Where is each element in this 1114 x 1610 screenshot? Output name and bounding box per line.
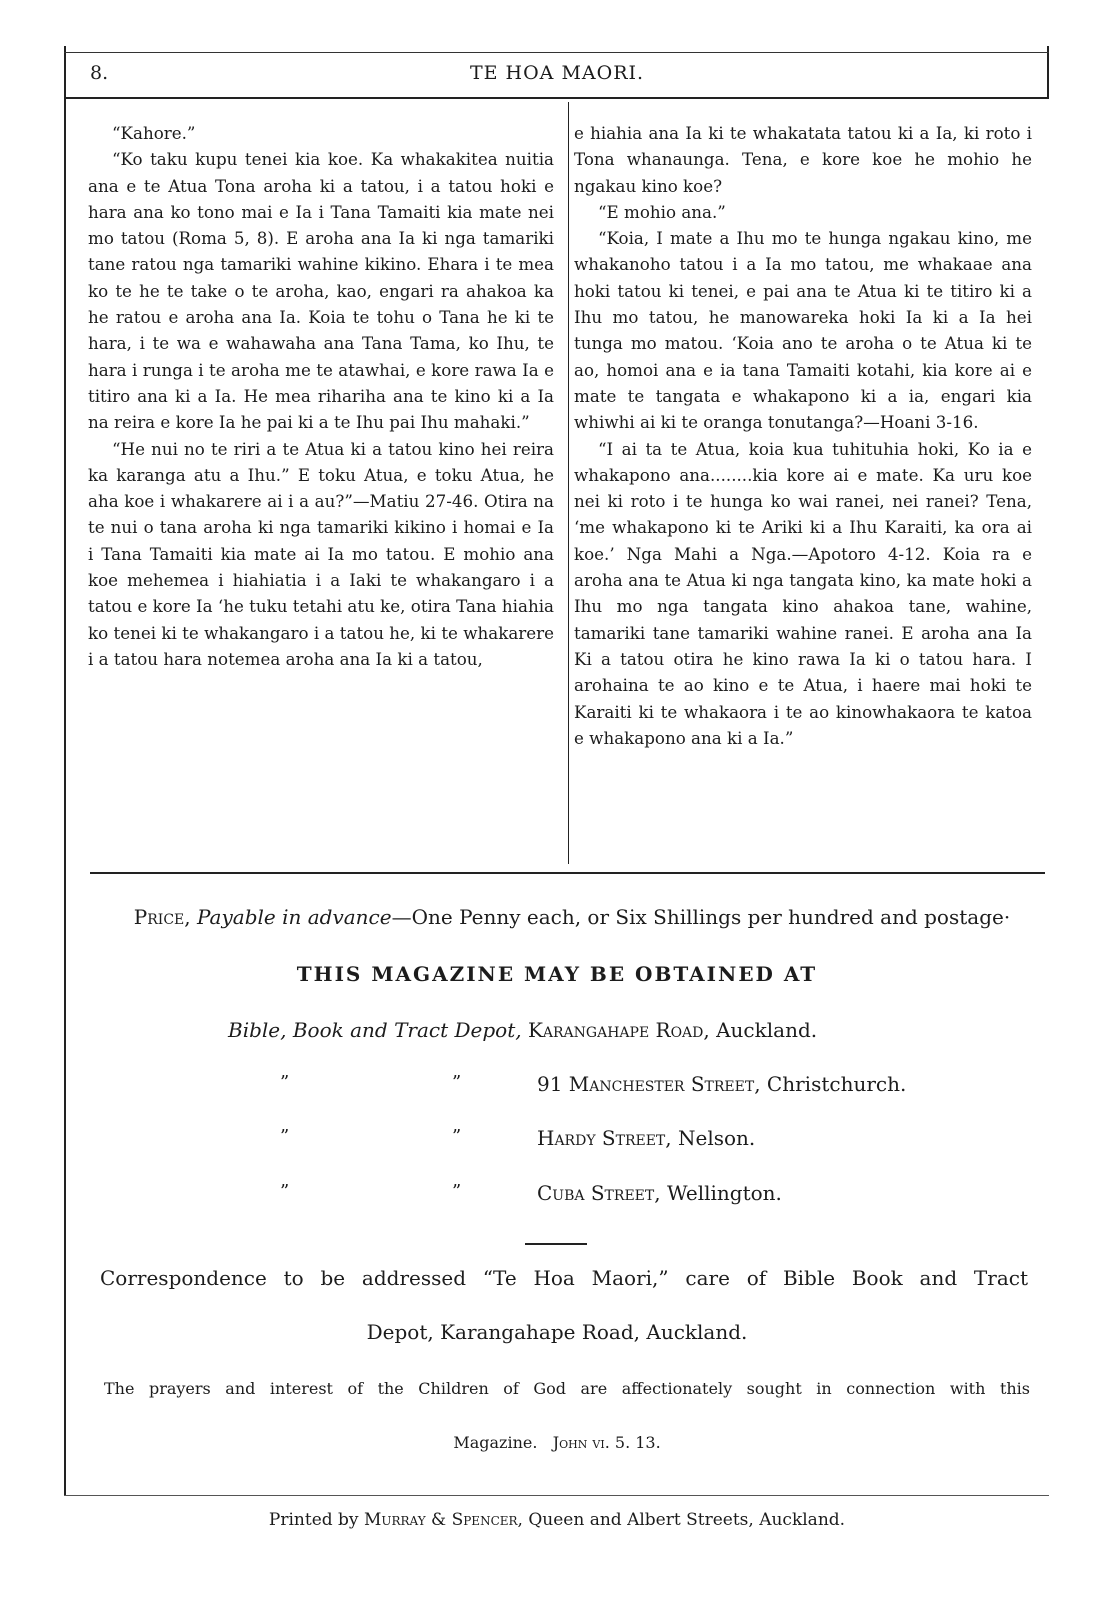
ditto-mark: ” [280, 1072, 290, 1093]
prayer-line-1: The prayers and interest of the Children of God are affectionately sought in connection with this [104, 1379, 1030, 1398]
right-column [574, 120, 1032, 751]
depot-street: Hardy Street, [537, 1126, 672, 1150]
depot-street: Cuba Street, [537, 1181, 661, 1205]
depot-line-auckland [228, 1018, 817, 1042]
depot-street: 91 Manchester Street, [537, 1072, 761, 1096]
prayer-magazine: Magazine. [453, 1433, 538, 1452]
bottom-rule [64, 1495, 1049, 1496]
printer-name: Murray & Spencer, [363, 1510, 523, 1530]
depot-name: Bible, Book and Tract Depot, [228, 1018, 522, 1042]
page-frame-left [64, 46, 66, 1496]
depot-line-wellington [537, 1181, 782, 1205]
depot-city: Nelson. [678, 1126, 756, 1150]
header-rule [64, 97, 1049, 99]
ditto-mark: ” [280, 1181, 290, 1202]
paragraph: e hiahia ana Ia ki te whakatata tatou ki a Ia, ki roto i Tona whanaunga. Tena, e kore koe he mohio he ngakau kino koe? [574, 123, 1032, 196]
scripture-reference: John vi. 5. 13. [552, 1433, 661, 1452]
ditto-mark: ” [452, 1126, 462, 1147]
printer-address: Queen and Albert Streets, Auckland. [528, 1510, 846, 1530]
depot-city: Christchurch. [766, 1072, 907, 1096]
depot-line-christchurch [537, 1072, 906, 1096]
paragraph: “E mohio ana.” [598, 201, 726, 222]
printer-imprint [0, 1510, 1114, 1530]
correspondence-line-1: Correspondence to be addressed “Te Hoa Maori,” care of Bible Book and Tract [100, 1266, 1028, 1290]
price-label: Price, [133, 905, 191, 929]
running-title: TE HOA MAORI. [469, 62, 645, 84]
paragraph: “Kahore.” [112, 123, 196, 143]
printed-by: Printed by [268, 1510, 359, 1530]
paragraph: “He nui no te riri a te Atua ki a tatou kino hei reira ka karanga atu a Ihu.” E toku Atua, e toku Atua, he aha koe i whakarere ai i a au?”—Matiu 27-46. Otira na te nui o tana aroha ki nga tamariki kikino i homai e Ia i Tana Tamaiti kia mate ai Ia mo tatou. E mohio ana koe mehemea i hiahiatia i a Iaki te whakangaro i a tatou e kore Ia ‘he tuku tetahi atu ke, otira Tana hiahia ko tenei ki te whakangaro i a tatou he, ki te whakarere i a tatou hara notemea aroha ana Ia ki a tatou, [88, 438, 554, 669]
ditto-mark: ” [452, 1181, 462, 1202]
page-number: 8. [90, 62, 109, 84]
column-divider [568, 102, 569, 864]
paragraph: “Koia, I mate a Ihu mo te hunga ngakau kino, me whakanoho tatou i a Ia mo tatou, me whakaae ana hoki tatou ki tenei, e pai ana te Atua ki te titiro ki a Ihu mo tatou, he manowareka hoki Ia ki a Ia hei tunga mo matou. ‘Koia ano te aroha o te Atua ki te ao, homoi ana e ia tana Tamaiti kotahi, kia kore ai e mate te tangata e whakapono ki a ia, engari kia whiwhi ai ki te oranga tonutanga?—Hoani 3-16. [574, 228, 1032, 433]
price-terms: Payable in advance [196, 905, 392, 929]
depot-city: Wellington. [666, 1181, 782, 1205]
section-rule [90, 872, 1045, 874]
depot-city: Auckland. [716, 1018, 818, 1042]
top-rule [64, 52, 1049, 53]
depot-street: Karangahape Road, [527, 1018, 710, 1042]
prayer-line-2 [0, 1433, 1114, 1452]
price-notice [92, 905, 1052, 929]
obtain-heading: THIS MAGAZINE MAY BE OBTAINED AT [296, 962, 818, 986]
left-column [88, 120, 554, 672]
correspondence-line-2: Depot, Karangahape Road, Auckland. [366, 1320, 748, 1344]
short-divider [525, 1243, 587, 1245]
paragraph: “I ai ta te Atua, koia kua tuhituhia hoki, Ko ia e whakapono ana........kia kore ai e mate. Ka uru koe nei ki roto i te hunga ko wai ranei, nei ranei? Tena, ‘me whakapono ki te Ariki ki a Ihu Karaiti, ka ora ai koe.’ Nga Mahi a Nga.—Apotoro 4-12. Koia ra e aroha ana te Atua ki nga tangata kino, ka mate hoki a Ihu mo nga tangata kino ahakoa tane, wahine, tamariki tane tamariki wahine ranei. E aroha ana Ia Ki a tatou otira he kino rawa Ia ki o tatou hara. I arohaina te ao kino e te Atua, i haere mai hoki te Karaiti ki te whakaora i te ao kinowhakaora te katoa e whakapono ana ki a Ia.” [574, 438, 1032, 748]
ditto-mark: ” [452, 1072, 462, 1093]
paragraph: “Ko taku kupu tenei kia koe. Ka whakakitea nuitia ana e te Atua Tona aroha ki a tatou, i a tatou hoki e hara ana ko tono mai e Ia i Tana Tamaiti kia mate nei mo tatou (Roma 5, 8). E aroha ana Ia ki nga tamariki tane ratou nga tamariki wahine kikino. Ehara i te mea ko te he te take o te aroha, kao, engari ra ahakoa ka he ratou e aroha ana Ia. Koia te tohu o Tana he ki te hara, i te wa e wahawaha ana Tana Tama, ko Ihu, te hara i runga i te aroha me te atawhai, e kore rawa Ia e titiro ana ki a Ia. He mea rihariha ana te kino ki a Ia na reira e kore Ia he pai ki a te Ihu pai Ihu mahaki.” [88, 149, 554, 433]
price-text: —One Penny each, or Six Shillings per hundred and postage· [391, 905, 1011, 929]
depot-line-nelson [537, 1126, 755, 1150]
ditto-mark: ” [280, 1126, 290, 1147]
